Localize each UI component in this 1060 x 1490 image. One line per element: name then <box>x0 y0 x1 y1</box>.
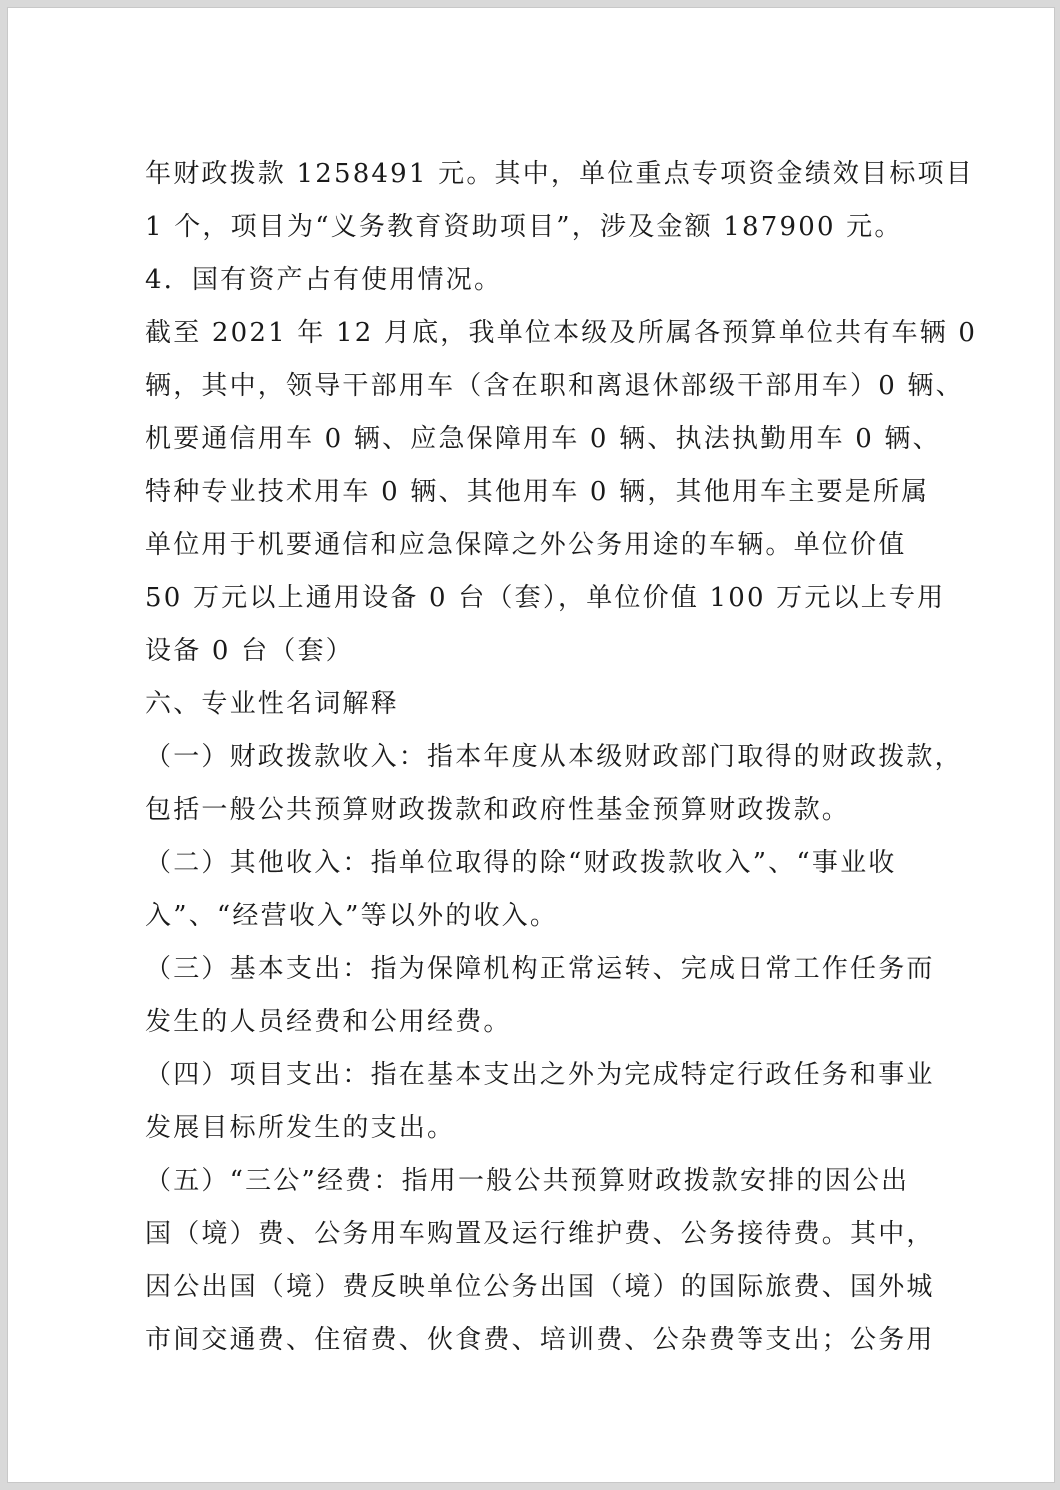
text-line: 因公出国（境）费反映单位公务出国（境）的国际旅费、国外城 <box>145 1272 935 1302</box>
text-line: 机要通信用车 0 辆、应急保障用车 0 辆、执法执勤用车 0 辆、 <box>145 424 941 454</box>
text-line: 截至 2021 年 12 月底，我单位本级及所属各预算单位共有车辆 0 <box>145 318 978 348</box>
text-line: （二）其他收入：指单位取得的除“财政拨款收入”、“事业收 <box>145 848 897 878</box>
text-line: 国（境）费、公务用车购置及运行维护费、公务接待费。其中， <box>145 1219 935 1249</box>
text-line: 包括一般公共预算财政拨款和政府性基金预算财政拨款。 <box>145 795 851 825</box>
section-heading: 4．国有资产占有使用情况。 <box>145 265 503 295</box>
text-line: 单位用于机要通信和应急保障之外公务用途的车辆。单位价值 <box>145 530 907 560</box>
text-line: （一）财政拨款收入：指本年度从本级财政部门取得的财政拨款， <box>145 742 963 772</box>
text-line: 市间交通费、住宿费、伙食费、培训费、公杂费等支出；公务用 <box>145 1325 935 1355</box>
text-line: （四）项目支出：指在基本支出之外为完成特定行政任务和事业 <box>145 1060 935 1090</box>
section-heading: 六、专业性名词解释 <box>145 689 399 719</box>
text-line: 50 万元以上通用设备 0 台（套），单位价值 100 万元以上专用 <box>145 583 946 613</box>
document-page <box>8 8 1054 1482</box>
text-line: 发展目标所发生的支出。 <box>145 1113 456 1143</box>
document-body <box>145 148 978 1367</box>
text-line: 入”、“经营收入”等以外的收入。 <box>145 901 559 931</box>
text-line: 特种专业技术用车 0 辆、其他用车 0 辆，其他用车主要是所属 <box>145 477 930 507</box>
text-line: 1 个，项目为“义务教育资助项目”，涉及金额 187900 元。 <box>145 212 903 242</box>
text-line: 设备 0 台（套） <box>145 636 354 666</box>
text-line: 发生的人员经费和公用经费。 <box>145 1007 512 1037</box>
text-line: 年财政拨款 1258491 元。其中，单位重点专项资金绩效目标项目 <box>145 159 974 189</box>
text-line: 辆，其中，领导干部用车（含在职和离退休部级干部用车）0 辆、 <box>145 371 964 401</box>
text-line: （五）“三公”经费：指用一般公共预算财政拨款安排的因公出 <box>145 1166 910 1196</box>
text-line: （三）基本支出：指为保障机构正常运转、完成日常工作任务而 <box>145 954 935 984</box>
